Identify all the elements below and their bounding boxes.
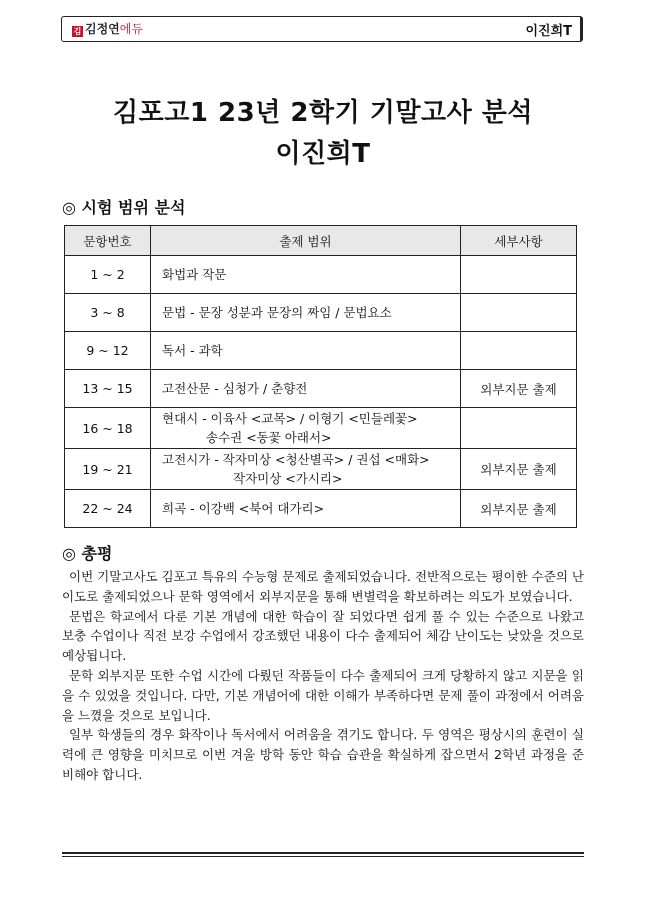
range-cell: [151, 294, 461, 332]
note-cell: 외부지문 출제: [461, 449, 577, 490]
note-cell: [461, 408, 577, 449]
summary-section-heading: ◎ 총평: [62, 544, 113, 563]
range-text-continued: 작자미상 <가시리>: [233, 471, 343, 486]
question-number-cell: 9 ~ 12: [65, 332, 151, 370]
table-row: [65, 449, 577, 490]
question-number-cell: 3 ~ 8: [65, 294, 151, 332]
brand-logo: [72, 20, 143, 37]
range-text: 화법과 작문: [162, 267, 227, 282]
range-text: 희곡 - 이강백 <북어 대가리>: [162, 501, 325, 516]
note-cell: [461, 256, 577, 294]
summary-body: [62, 567, 584, 785]
question-number-cell: 1 ~ 2: [65, 256, 151, 294]
logo-brand-text: 김정연: [85, 22, 120, 36]
table-row: [65, 408, 577, 449]
table-row: [65, 294, 577, 332]
range-text: 문법 - 문장 성분과 문장의 짜임 / 문법요소: [162, 305, 392, 320]
range-cell: [151, 370, 461, 408]
header-author: 이진희T: [525, 24, 572, 39]
column-header-number: 문항번호: [65, 226, 151, 256]
table-header-row: [65, 226, 577, 256]
footer-divider: [62, 852, 584, 857]
page-subtitle-author: 이진희T: [275, 139, 371, 169]
logo-mark-icon: 김: [73, 27, 82, 36]
table-row: [65, 370, 577, 408]
range-cell: [151, 256, 461, 294]
range-cell: [151, 449, 461, 490]
note-cell: 외부지문 출제: [461, 370, 577, 408]
range-section-heading: ◎ 시험 범위 분석: [62, 198, 186, 217]
summary-paragraph: 이번 기말고사도 김포고 특유의 수능형 문제로 출제되었습니다. 전반적으로는 평이한 수준의 난이도로 출제되었으나 문학 영역에서 외부지문을 통해 변별력을 확보하려는 의도가 보였습니다.: [62, 569, 584, 604]
logo-edu-text: 에듀: [119, 22, 143, 36]
note-cell: 외부지문 출제: [461, 490, 577, 528]
range-text: 독서 - 과학: [162, 343, 223, 358]
summary-paragraph: 문학 외부지문 또한 수업 시간에 다뤘던 작품들이 다수 출제되어 크게 당황하지 않고 지문을 읽을 수 있었을 것입니다. 다만, 기본 개념어에 대한 이해가 부족하다면 문제 풀이 과정에서 어려움을 느꼈을 것으로 보입니다.: [62, 667, 584, 723]
range-cell: [151, 490, 461, 528]
range-text: 고전산문 - 심청가 / 춘향전: [162, 381, 308, 396]
range-text: 현대시 - 이육사 <교목> / 이형기 <민들레꽃>: [162, 411, 418, 426]
table-row: [65, 332, 577, 370]
summary-paragraph: 문법은 학교에서 다룬 기본 개념에 대한 학습이 잘 되었다면 쉽게 풀 수 있는 수준으로 나왔고 보충 수업이나 직전 보강 수업에서 강조했던 내용이 다수 출제되어 체감 난이도는 낮았을 것으로 예상됩니다.: [62, 608, 584, 664]
range-cell: [151, 332, 461, 370]
question-number-cell: 13 ~ 15: [65, 370, 151, 408]
page-title: 김포고1 23년 2학기 기말고사 분석: [113, 98, 533, 128]
note-cell: [461, 294, 577, 332]
range-text-continued: 송수권 <동꽃 아래서>: [206, 430, 332, 445]
column-header-range: 출제 범위: [151, 226, 461, 256]
page-header: [61, 16, 583, 42]
question-number-cell: 16 ~ 18: [65, 408, 151, 449]
question-number-cell: 22 ~ 24: [65, 490, 151, 528]
range-text: 고전시가 - 작자미상 <청산별곡> / 권섭 <매화>: [162, 452, 430, 467]
range-cell: [151, 408, 461, 449]
question-number-cell: 19 ~ 21: [65, 449, 151, 490]
exam-range-table: [64, 225, 577, 528]
note-cell: [461, 332, 577, 370]
column-header-note: 세부사항: [461, 226, 577, 256]
table-row: [65, 490, 577, 528]
table-row: [65, 256, 577, 294]
summary-paragraph: 일부 학생들의 경우 화작이나 독서에서 어려움을 겪기도 합니다. 두 영역은 평상시의 훈련이 실력에 큰 영향을 미치므로 이번 겨울 방학 동안 학습 습관을 확실하게 잡으면서 2학년 과정을 준비해야 합니다.: [62, 727, 584, 782]
